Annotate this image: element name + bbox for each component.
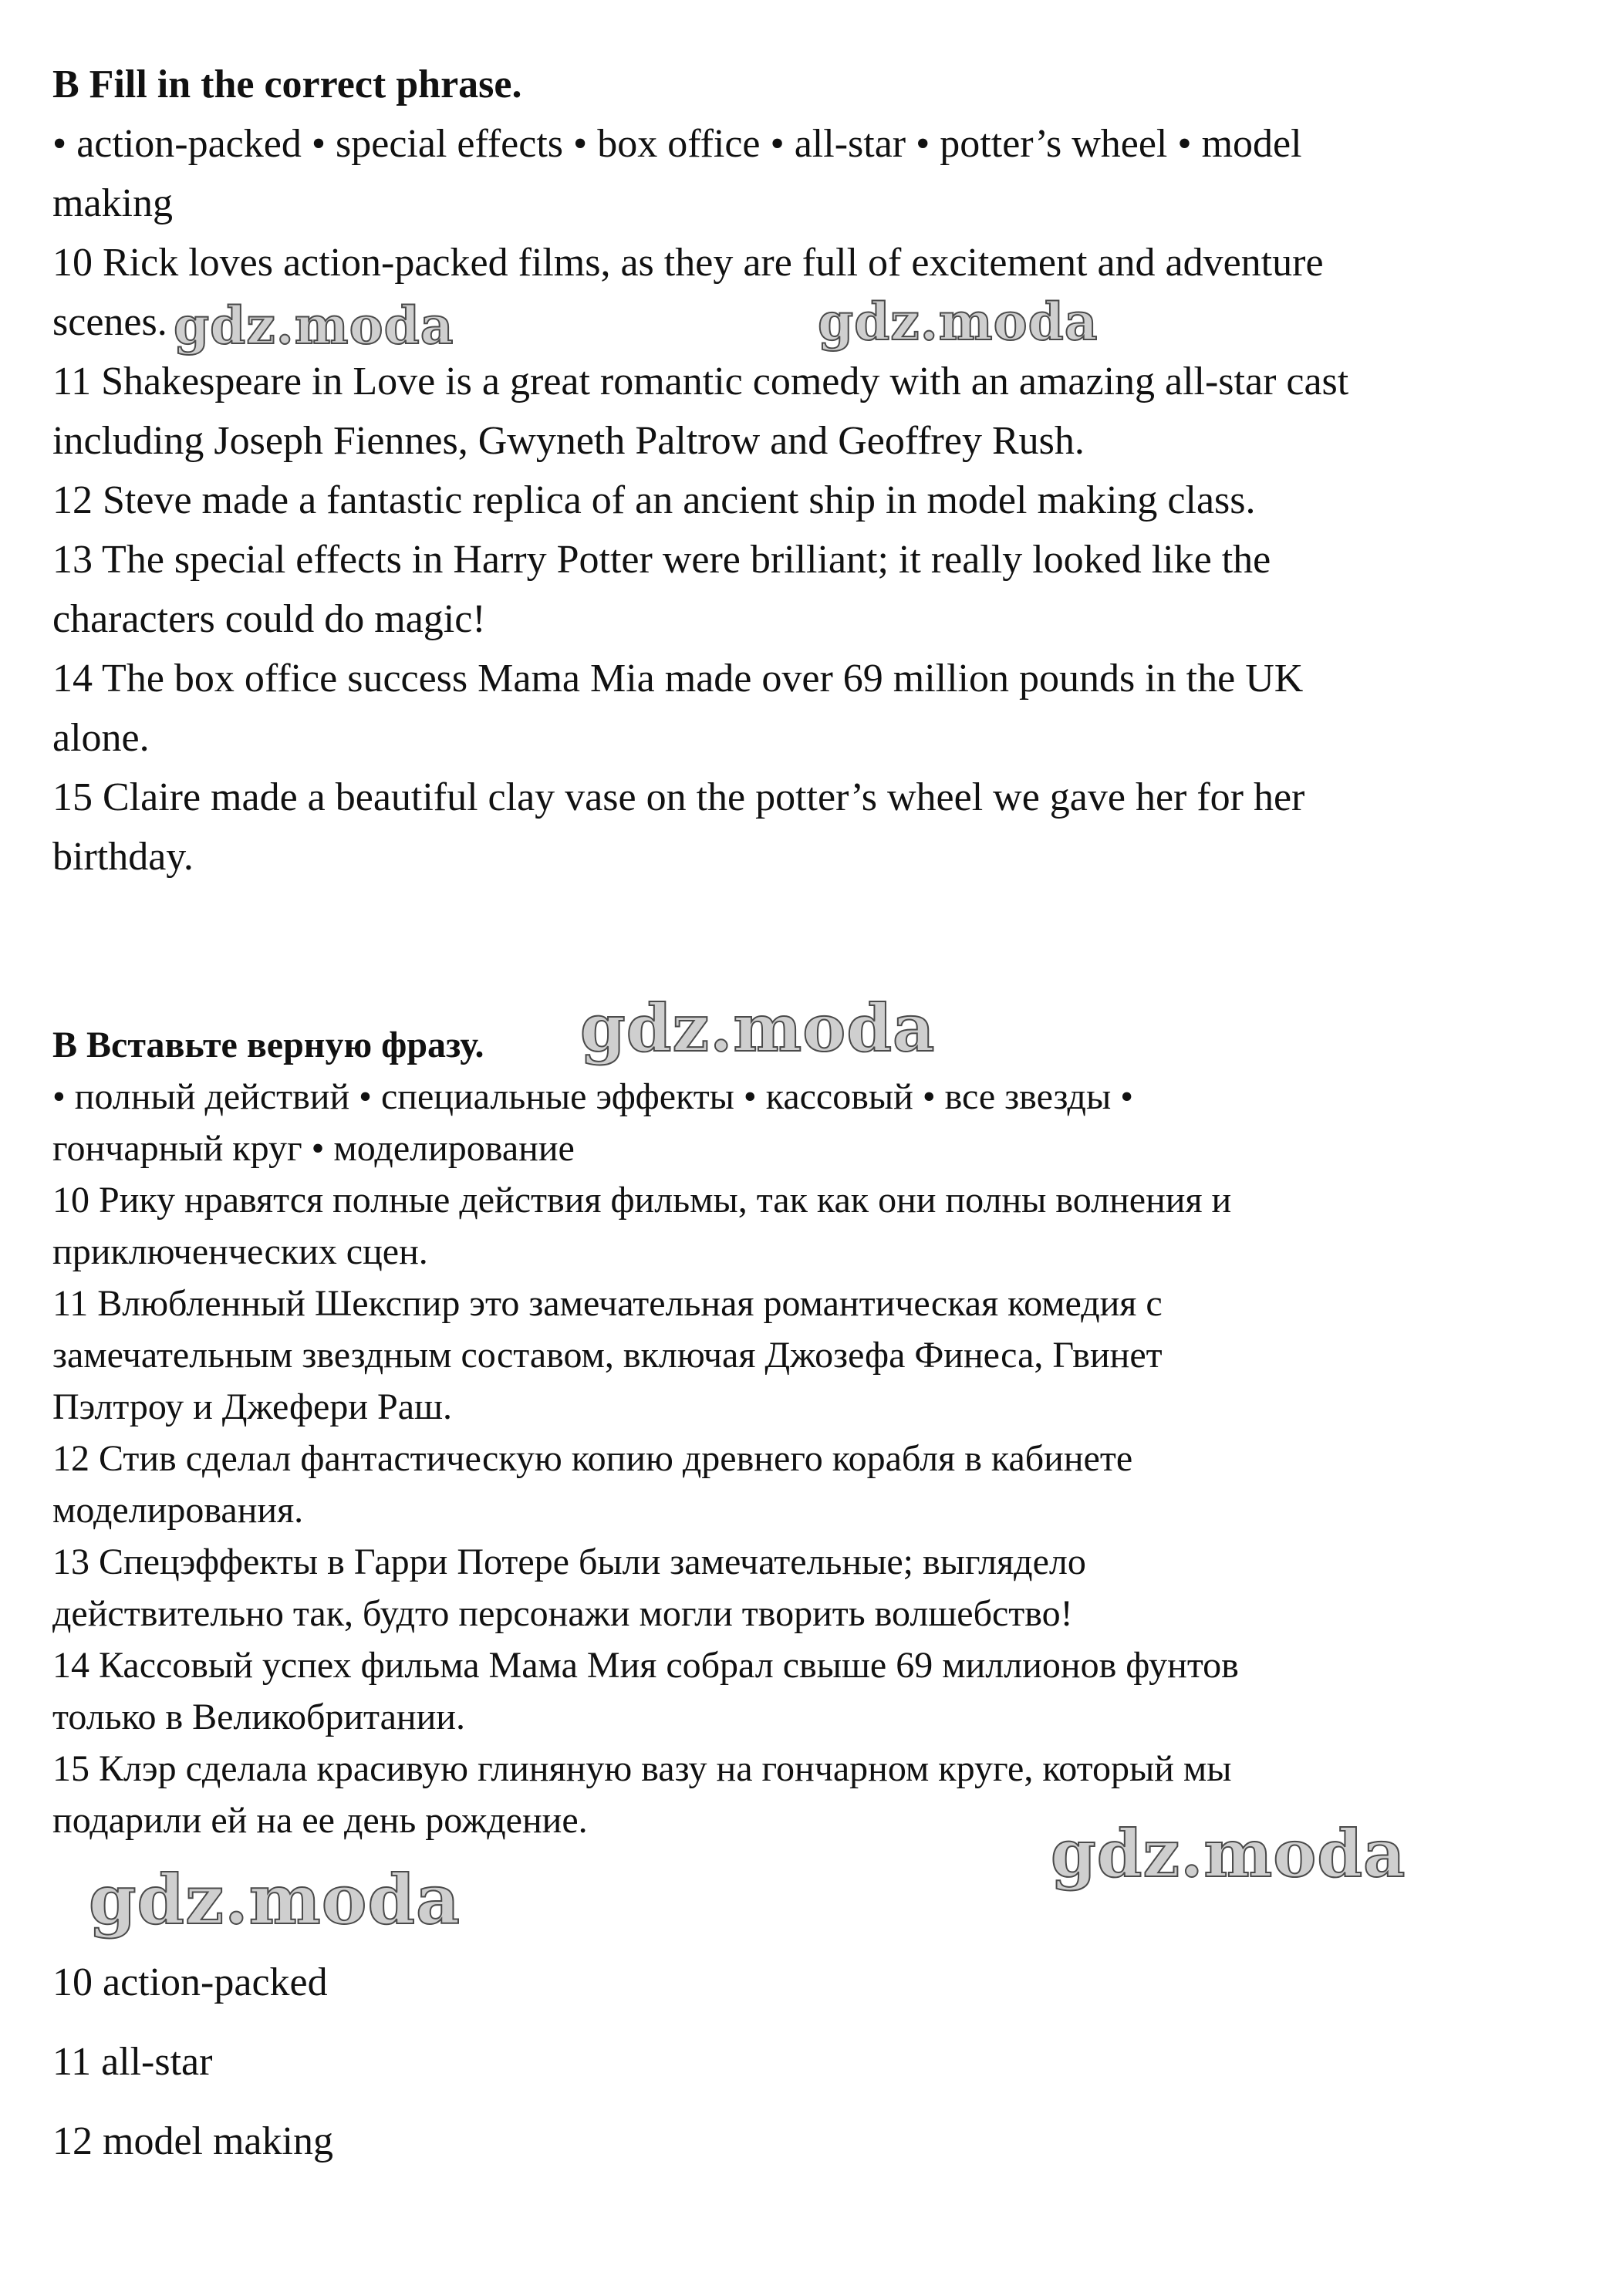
- sentence-line: 13 The special effects in Harry Potter were brilliant; it really looked like the: [52, 538, 1271, 582]
- translation-line: 10 Рику нравятся полные действия фильмы, так как они полны волнения и: [52, 1180, 1232, 1221]
- sentence-line: 11 Shakespeare in Love is a great romantic comedy with an amazing all-star cast: [52, 360, 1349, 403]
- translation-line: 12 Стив сделал фантастическую копию древнего корабля в кабинете: [52, 1438, 1133, 1479]
- sentence-line: 10 Rick loves action-packed films, as they are full of excitement and adventure: [52, 241, 1324, 285]
- watermark-logo: gdz.moda: [1051, 1815, 1406, 1892]
- sentence-line: 15 Claire made a beautiful clay vase on the potter’s wheel we gave her for her: [52, 775, 1305, 819]
- watermark-logo: gdz.moda: [818, 292, 1099, 352]
- sentence-line: 12 Steve made a fantastic replica of an ancient ship in model making class.: [52, 478, 1256, 522]
- sentence-line: 14 The box office success Mama Mia made over 69 million pounds in the UK: [52, 657, 1304, 701]
- exercise-heading-en: B Fill in the correct phrase.: [52, 62, 522, 106]
- sentence-line: alone.: [52, 716, 150, 760]
- translation-line: действительно так, будто персонажи могли творить волшебство!: [52, 1593, 1073, 1634]
- translation-line: моделирования.: [52, 1490, 304, 1531]
- translation-line: 15 Клэр сделала красивую глиняную вазу на гончарном круге, который мы: [52, 1748, 1232, 1789]
- watermark-logo: gdz.moda: [580, 990, 936, 1066]
- sentence-line: including Joseph Fiennes, Gwyneth Paltrow and Geoffrey Rush.: [52, 419, 1085, 463]
- translation-line: 13 Спецэффекты в Гарри Потере были замечательные; выглядело: [52, 1541, 1086, 1582]
- options-line-1-ru: • полный действий • специальные эффекты • кассовый • все звезды •: [52, 1076, 1134, 1117]
- translation-line: 11 Влюбленный Шекспир это замечательная романтическая комедия с: [52, 1283, 1163, 1324]
- watermark-logo: gdz.moda: [89, 1859, 461, 1940]
- translation-line: подарили ей на ее день рождение.: [52, 1800, 588, 1841]
- watermark-logo: gdz.moda: [174, 295, 454, 356]
- sentence-line: birthday.: [52, 835, 194, 879]
- translation-line: 14 Кассовый успех фильма Мама Мия собрал свыше 69 миллионов фунтов: [52, 1645, 1239, 1686]
- exercise-heading-ru: В Вставьте верную фразу.: [52, 1025, 484, 1065]
- answer-line: 10 action-packed: [52, 1960, 328, 2004]
- sentence-line: scenes.: [52, 300, 167, 344]
- answer-line: 11 all-star: [52, 2040, 213, 2084]
- translation-line: замечательным звездным составом, включая Джозефа Финеса, Гвинет: [52, 1335, 1163, 1376]
- translation-line: приключенческих сцен.: [52, 1231, 428, 1272]
- options-line-2-ru: гончарный круг • моделирование: [52, 1128, 575, 1169]
- answer-line: 12 model making: [52, 2119, 333, 2163]
- options-line-2-en: making: [52, 181, 173, 225]
- translation-line: Пэлтроу и Джефери Раш.: [52, 1386, 452, 1427]
- sentence-line: characters could do magic!: [52, 597, 486, 641]
- options-line-1-en: • action-packed • special effects • box office • all-star • potter’s wheel • model: [52, 122, 1302, 166]
- translation-line: только в Великобритании.: [52, 1697, 465, 1737]
